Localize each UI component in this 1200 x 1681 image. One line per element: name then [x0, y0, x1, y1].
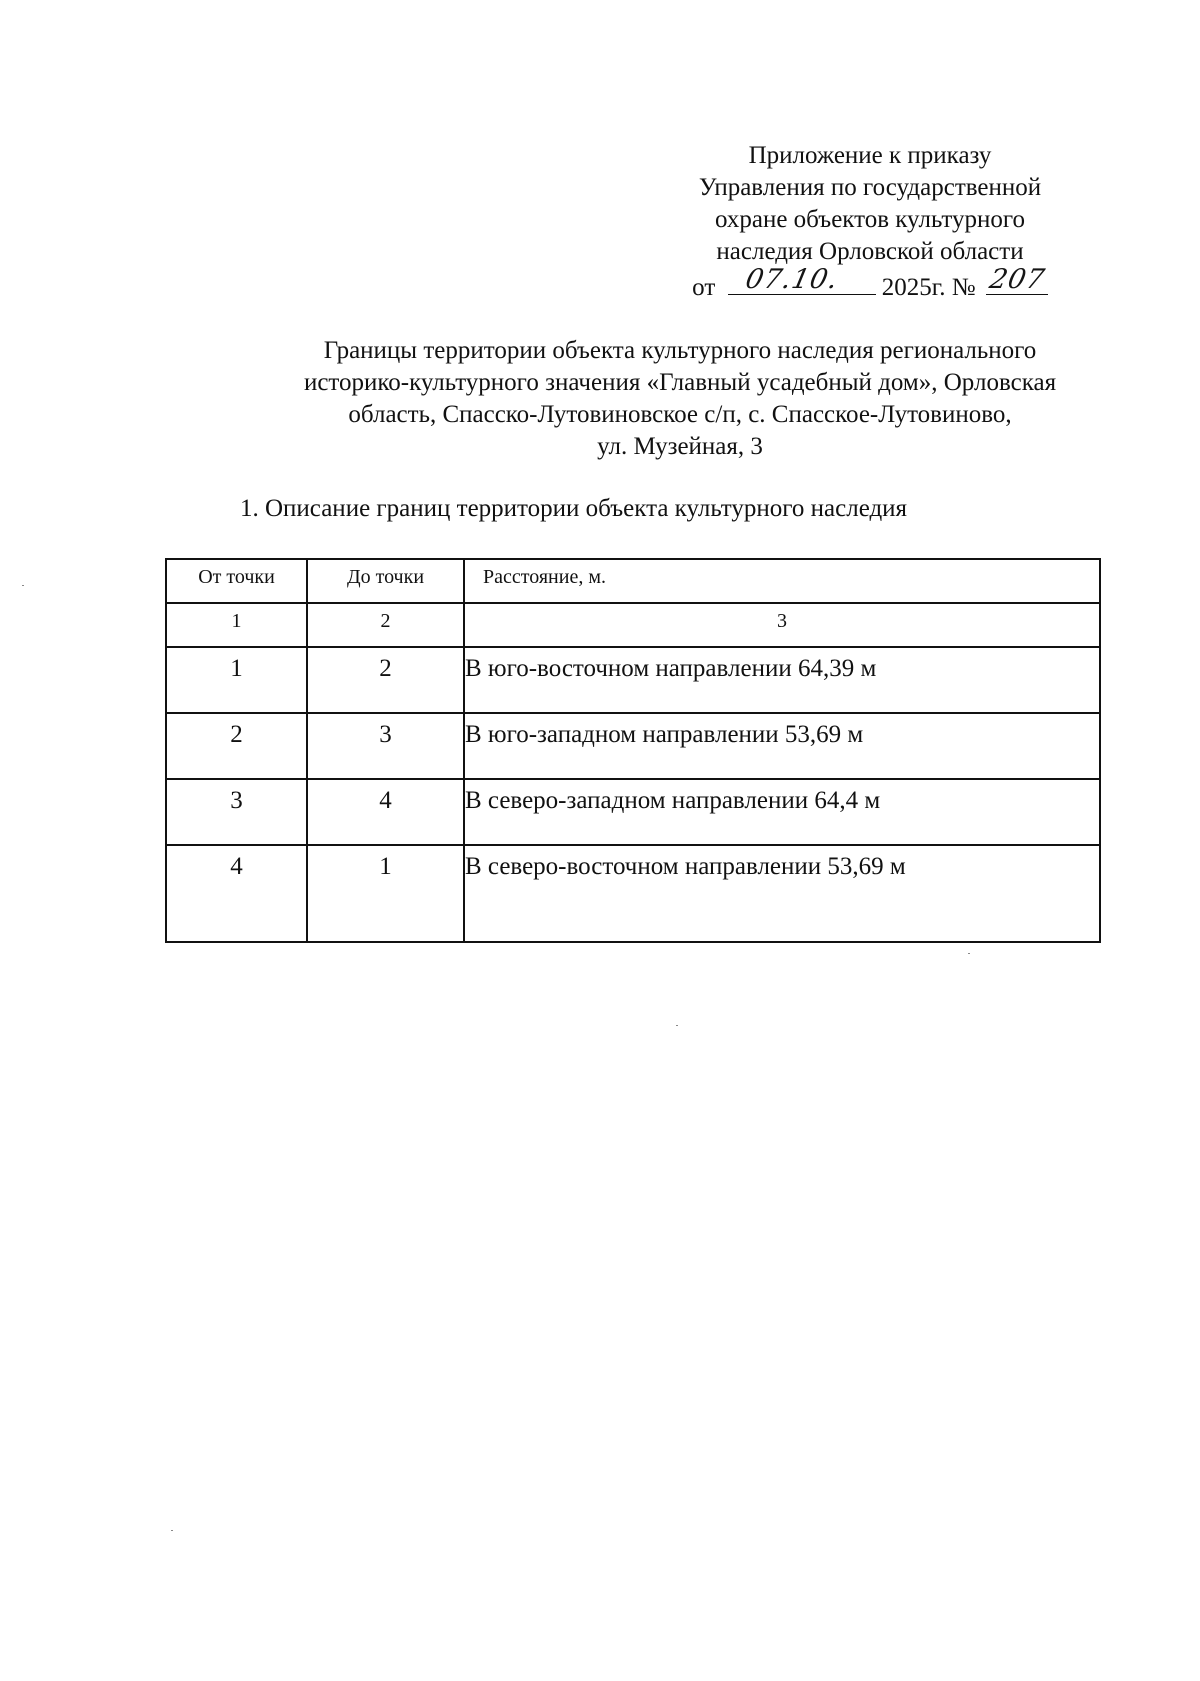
order-year-label: 2025г. № [881, 274, 976, 301]
cell-from: 3 [166, 779, 307, 845]
boundary-table [165, 558, 1101, 943]
cell-distance: В юго-западном направлении 53,69 м [464, 713, 1100, 779]
table-row [166, 647, 1100, 713]
header-from-point: От точки [166, 559, 307, 603]
column-number-1: 1 [166, 603, 307, 647]
cell-to: 4 [307, 779, 464, 845]
appendix-line-4: наследия Орловской области [716, 238, 1024, 265]
cell-to: 1 [307, 845, 464, 942]
cell-distance: В юго-восточном направлении 64,39 м [464, 647, 1100, 713]
cell-distance: В северо-западном направлении 64,4 м [464, 779, 1100, 845]
title-line-3: область, Спасско-Лутовиновское с/п, с. Спасское-Лутовиново, [348, 401, 1012, 428]
document-title [230, 335, 1130, 463]
appendix-line-1: Приложение к приказу [748, 142, 992, 169]
title-line-4: ул. Музейная, 3 [597, 433, 763, 460]
cell-from: 1 [166, 647, 307, 713]
section-heading: 1. Описание границ территории объекта культурного наследия [240, 495, 908, 522]
appendix-line-2: Управления по государственной [698, 174, 1042, 201]
header-distance: Расстояние, м. [464, 559, 1100, 603]
cell-to: 3 [307, 713, 464, 779]
cell-distance: В северо-восточном направлении 53,69 м [464, 845, 1100, 942]
date-prefix: от [692, 274, 716, 301]
scan-speck [171, 1530, 173, 1531]
cell-from: 2 [166, 713, 307, 779]
cell-from: 4 [166, 845, 307, 942]
title-line-2: историко-культурного значения «Главный усадебный дом», Орловская [303, 369, 1057, 396]
order-date-handwritten: 07.10. [742, 264, 841, 295]
column-number-2: 2 [307, 603, 464, 647]
table-column-number-row [166, 603, 1100, 647]
table-row [166, 713, 1100, 779]
table-row [166, 845, 1100, 942]
column-number-3: 3 [464, 603, 1100, 647]
order-date-line [660, 264, 1080, 304]
title-line-1: Границы территории объекта культурного наследия регионального [323, 337, 1037, 364]
scan-speck [22, 585, 24, 586]
scan-speck [968, 953, 970, 954]
cell-to: 2 [307, 647, 464, 713]
scan-speck [676, 1025, 678, 1026]
header-to-point: До точки [307, 559, 464, 603]
order-number-handwritten: 207 [986, 264, 1048, 295]
order-number-blank [986, 264, 1048, 295]
table-row [166, 779, 1100, 845]
appendix-block [660, 140, 1080, 304]
appendix-line-3: охране объектов культурного [714, 206, 1025, 233]
table-header-row [166, 559, 1100, 603]
order-date-blank [728, 264, 876, 295]
